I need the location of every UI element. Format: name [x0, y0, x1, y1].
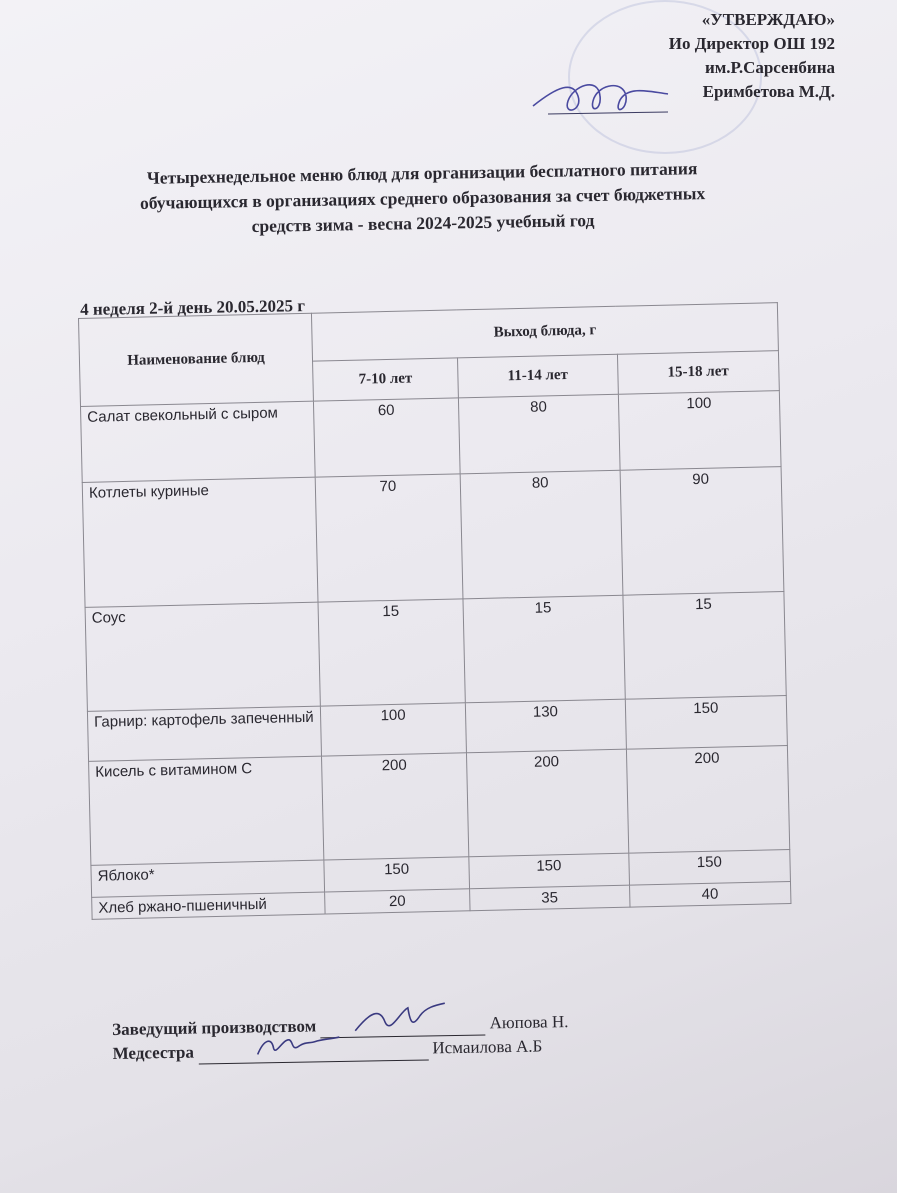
- table-row: [82, 467, 784, 608]
- yield-15-18: 150: [628, 849, 790, 885]
- nurse-role: Медсестра: [112, 1042, 195, 1063]
- dish-name: Кисель с витамином С: [89, 756, 324, 865]
- heading-line-1: Четырехнедельное меню блюд для организации бесплатного питания: [146, 158, 698, 188]
- yield-15-18: 150: [625, 696, 787, 750]
- dish-name: Салат свекольный с сыром: [81, 401, 316, 482]
- dish-name: Гарнир: картофель запеченный: [87, 706, 321, 761]
- menu-table-wrap: [78, 302, 791, 920]
- production-person-name: Аюпова Н.: [489, 1012, 569, 1033]
- yield-15-18: 15: [623, 592, 787, 700]
- yield-11-14: 35: [470, 885, 630, 911]
- nurse-person-name: Исмаилова А.Б: [432, 1036, 543, 1058]
- dish-name: Яблоко*: [91, 860, 325, 897]
- header-yield: Выход блюда, г: [311, 303, 778, 362]
- director-signature: [528, 66, 678, 136]
- yield-7-10: 100: [320, 703, 466, 756]
- approval-title: «УТВЕРЖДАЮ»: [701, 10, 835, 29]
- yield-15-18: 90: [620, 467, 784, 596]
- yield-7-10: 20: [325, 889, 471, 914]
- production-role: Заведущий производством: [112, 1016, 317, 1039]
- yield-11-14: 200: [467, 749, 629, 857]
- dish-name: Соус: [85, 602, 320, 711]
- dish-name: Хлеб ржано-пшеничный: [92, 892, 325, 919]
- dish-name: Котлеты куриные: [82, 477, 318, 607]
- heading-line-2: обучающихся в организациях среднего образования за счет бюджетных: [139, 183, 706, 213]
- yield-15-18: 100: [618, 391, 781, 471]
- table-row: [89, 746, 790, 866]
- yield-11-14: 150: [469, 853, 629, 889]
- day-label: 4 неделя 2-й день 20.05.2025 г: [80, 296, 306, 319]
- yield-7-10: 70: [315, 474, 463, 602]
- menu-table: [78, 302, 791, 920]
- production-signature: [350, 1001, 451, 1039]
- yield-7-10: 150: [324, 857, 470, 892]
- nurse-signature: [253, 1029, 344, 1061]
- yield-11-14: 15: [463, 595, 625, 703]
- approval-position: Ио Директор ОШ 192: [668, 34, 835, 53]
- yield-7-10: 200: [322, 753, 469, 860]
- header-age-7-10: 7-10 лет: [313, 358, 459, 401]
- approval-school: им.Р.Сарсенбина: [704, 58, 835, 77]
- yield-11-14: 80: [458, 394, 619, 474]
- nurse-signature-line: [198, 1041, 428, 1064]
- document-heading: [22, 154, 823, 243]
- heading-line-3: средств зима - весна 2024-2025 учебный год: [251, 210, 595, 237]
- table-row: [85, 592, 786, 712]
- yield-11-14: 130: [465, 699, 626, 753]
- header-dish-name: Наименование блюд: [79, 313, 314, 406]
- header-age-15-18: 15-18 лет: [617, 351, 779, 395]
- signatures-block: [112, 1007, 753, 1066]
- yield-11-14: 80: [460, 470, 622, 599]
- approval-name: Еримбетова М.Д.: [702, 82, 835, 101]
- yield-15-18: 40: [629, 881, 791, 907]
- header-age-11-14: 11-14 лет: [458, 354, 618, 398]
- yield-7-10: 60: [313, 398, 460, 477]
- yield-15-18: 200: [626, 746, 790, 854]
- yield-7-10: 15: [318, 599, 465, 706]
- production-signature-line: [320, 1016, 485, 1038]
